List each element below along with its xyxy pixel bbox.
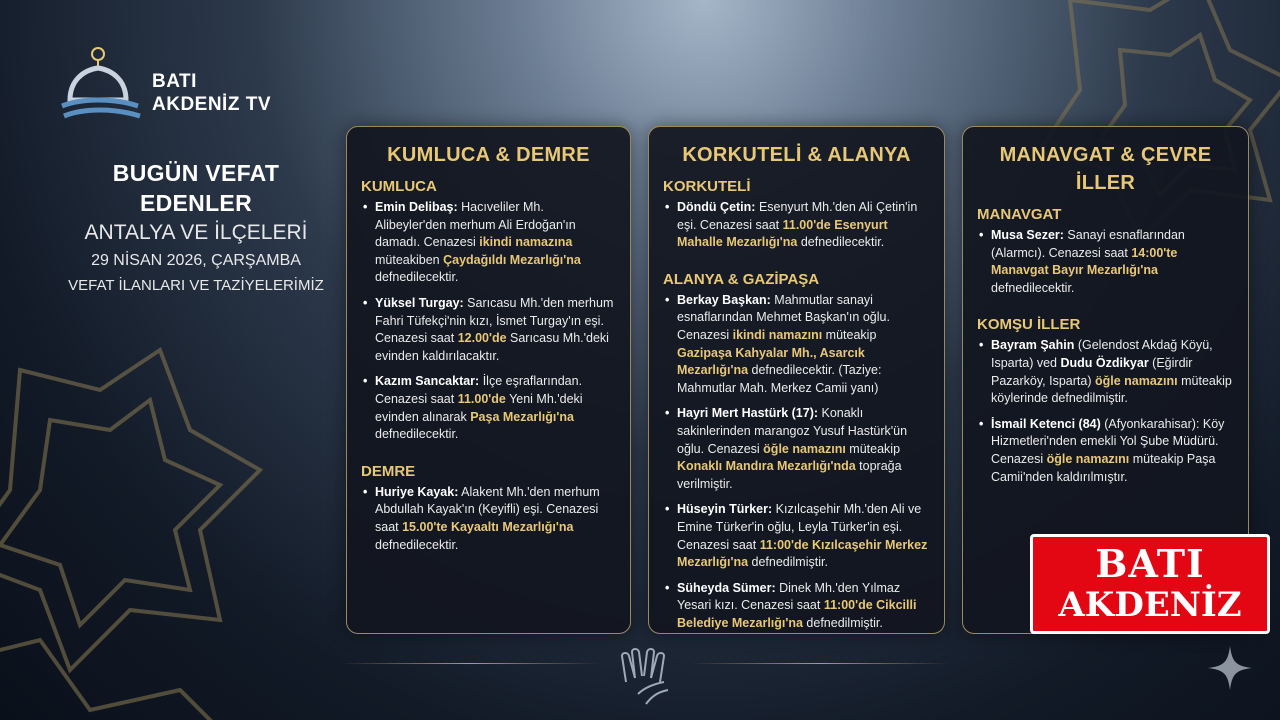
page-title: BUGÜN VEFAT EDENLER: [112, 160, 280, 216]
highlight-text: 14:00'te Manavgat Bayır Mezarlığı'na: [991, 245, 1178, 278]
entry-text: (Gelendost Akdağ Köyü, Isparta) ved: [991, 338, 1213, 370]
entry-text: Kızılcaşehir Mh.'den Ali ve Emine Türker'in oğlu, Leyla Türker'in eşi. Cenazesi saat: [677, 502, 922, 552]
section-title: KUMLUCA: [361, 178, 437, 195]
entry-text: Dinek Mh.'den Yılmaz Yesari kızı. Cenazesi saat: [677, 580, 901, 613]
deceased-name: Emin Delibaş:: [375, 200, 458, 214]
obituary-entry: [977, 337, 1234, 407]
deceased-name: Süheyda Sümer:: [677, 580, 776, 595]
deceased-name: Kazım Sancaktar:: [375, 374, 480, 389]
highlight-text: öğle namazını: [1046, 451, 1130, 466]
obituary-entry: [361, 373, 616, 443]
highlight-text: Konaklı Mandıra Mezarlığı'nda: [677, 459, 856, 474]
page-date: 29 NİSAN 2026, ÇARŞAMBA: [91, 252, 301, 269]
entry-text: defnedilmiştir.: [802, 615, 883, 630]
entry-text: Yeni Mh.'deki evinden alınarak: [375, 391, 583, 424]
entry-text: müteakip köylerinde defnedilmiştir.: [991, 373, 1232, 406]
entry-text: müteakip Paşa Camii'nden kaldırılmıştır.: [991, 451, 1216, 484]
brand-stamp: [1030, 534, 1270, 634]
entry-text: defnedilecektir. (Taziye: Mahmutlar Mah. Merkez Camii yanı): [677, 363, 882, 395]
deceased-name: Musa Sezer:: [991, 228, 1064, 242]
deceased-name: Hayri Mert Hastürk (17):: [677, 406, 819, 421]
deceased-name: Berkay Başkan:: [677, 292, 771, 307]
praying-hands-icon: [608, 642, 678, 712]
card-korkuteli-alanya: [648, 126, 945, 634]
brand-logo: [58, 44, 298, 128]
brand-line1: BATI: [152, 71, 197, 92]
highlight-text: Çaydağıldı Mezarlığı'na: [443, 252, 581, 267]
entry-text: Hacıveliler Mh. Alibeyler'den merhum Ali Erdoğan'ın damadı. Cenazesi: [375, 200, 576, 250]
obituary-entry: [663, 580, 930, 633]
section-gap: [663, 260, 930, 266]
deceased-name: Bayram Şahin: [991, 338, 1075, 353]
sparkle-icon: [1206, 644, 1254, 692]
entry-text: (Afyonkarahisar): Köy Hizmetleri'nden emekli Yol Şube Müdürü. Cenazesi: [991, 416, 1225, 466]
intro-block: [56, 158, 336, 298]
section-title: ALANYA & GAZİPAŞA: [663, 270, 820, 288]
entry-text: defnedilecektir.: [797, 235, 885, 250]
card-title: KORKUTELİ & ALANYA: [682, 144, 911, 166]
deceased-name: İsmail Ketenci (84): [991, 416, 1101, 431]
stamp-line1: BATI: [1095, 541, 1205, 586]
highlight-text: öğle namazını: [763, 441, 846, 456]
highlight-text: öğle namazını: [1094, 373, 1178, 388]
card-kumluca-demre: [346, 126, 631, 634]
section-gap: [977, 305, 1234, 311]
entry-text: Sarıcasu Mh.'deki evinden kaldırılacaktır.: [375, 331, 609, 363]
entry-text: Alakent Mh.'den merhum Abdullah Kayak'ın (Keyifli) eşi. Cenazesi saat: [375, 484, 600, 534]
highlight-text: 11:00'de Kızılcaşehir Merkez Mezarlığı'na: [677, 537, 928, 570]
obituary-entry: [361, 199, 616, 287]
entry-text: toprağa verilmiştir.: [677, 459, 902, 491]
entry-text: İlçe eşraflarından. Cenazesi saat: [375, 374, 583, 406]
highlight-text: ikindi namazını: [732, 327, 823, 342]
mosque-dome-icon: [58, 44, 144, 128]
brand-line2: AKDENİZ TV: [152, 94, 271, 115]
entry-text: Sanayi esnaflarından (Alarmcı). Cenazesi saat: [991, 228, 1185, 260]
entry-text: Mahmutlar sanayi esnaflarından Mehmet Başkan'ın oğlu. Cenazesi: [677, 292, 890, 342]
entry-text: defnedilecektir.: [375, 537, 459, 552]
section-gap: [361, 452, 616, 458]
entry-text: (Eğirdir Pazarköy, Isparta): [991, 355, 1193, 388]
deceased-name: Dudu Özdikyar: [1060, 355, 1149, 370]
card-body: [977, 205, 1234, 486]
entry-text: defnedilmiştir.: [748, 555, 828, 570]
highlight-text: 12.00'de: [457, 331, 507, 346]
section-title: KOMŞU İLLER: [977, 316, 1081, 334]
deceased-name: Hüseyin Türker:: [677, 502, 773, 517]
obituary-entry: [361, 295, 616, 365]
entry-text: defnedilecektir.: [375, 427, 459, 442]
card-body: [361, 177, 616, 554]
deceased-name: Huriye Kayak:: [375, 484, 459, 499]
highlight-text: 11.00'de: [457, 391, 506, 406]
entry-text: müteakip: [845, 441, 901, 456]
entry-text: müteakiben: [375, 252, 444, 267]
stamp-line2: AKDENİZ: [1058, 585, 1242, 625]
section-title: MANAVGAT: [977, 206, 1062, 223]
obituary-entry: [663, 292, 930, 398]
entry-text: Esenyurt Mh.'den Ali Çetin'in eşi. Cenazesi saat: [677, 200, 918, 232]
card-body: [663, 177, 930, 632]
highlight-text: Gazipaşa Kahyalar Mh., Asarcık Mezarlığı'na: [677, 345, 865, 378]
page-subtitle: ANTALYA VE İLÇELERİ: [84, 221, 308, 244]
obituary-entry: [663, 501, 930, 571]
deceased-name: Döndü Çetin:: [677, 200, 756, 214]
entry-text: defnedilecektir.: [375, 270, 459, 285]
entry-text: Sarıcasu Mh.'den merhum Fahri Tüfekçi'nin kızı, İsmet Turgay'ın eşi. Cenazesi saat: [375, 295, 614, 346]
page-note: VEFAT İLANLARI VE TAZİYELERİMİZ: [68, 277, 324, 294]
card-title: MANAVGAT & ÇEVRE İLLER: [999, 144, 1212, 194]
obituary-entry: [977, 416, 1234, 486]
highlight-text: 11:00'de Cikcilli Belediye Mezarlığı'na: [677, 598, 917, 630]
highlight-text: 15.00'te Kayaaltı Mezarlığı'na: [402, 519, 574, 534]
ornament-left: [0, 330, 300, 720]
obituary-entry: [663, 405, 930, 493]
highlight-text: 11.00'de Esenyurt Mahalle Mezarlığı'na: [677, 217, 888, 250]
highlight-text: Paşa Mezarlığı'na: [470, 409, 574, 424]
obituary-entry: [663, 199, 930, 252]
entry-text: müteakip: [822, 327, 877, 342]
divider-left: [340, 663, 600, 664]
deceased-name: Yüksel Turgay:: [375, 295, 464, 310]
obituary-entry: [977, 227, 1234, 297]
card-title: KUMLUCA & DEMRE: [387, 144, 590, 166]
highlight-text: ikindi namazına: [479, 235, 573, 250]
entry-text: Konaklı sakinlerinden marangoz Yusuf Hastürk'ün oğlu. Cenazesi: [677, 406, 908, 456]
section-title: DEMRE: [361, 462, 416, 480]
entry-text: defnedilecektir.: [991, 280, 1075, 295]
obituary-entry: [361, 484, 616, 554]
divider-right: [690, 663, 950, 664]
section-title: KORKUTELİ: [663, 178, 751, 195]
